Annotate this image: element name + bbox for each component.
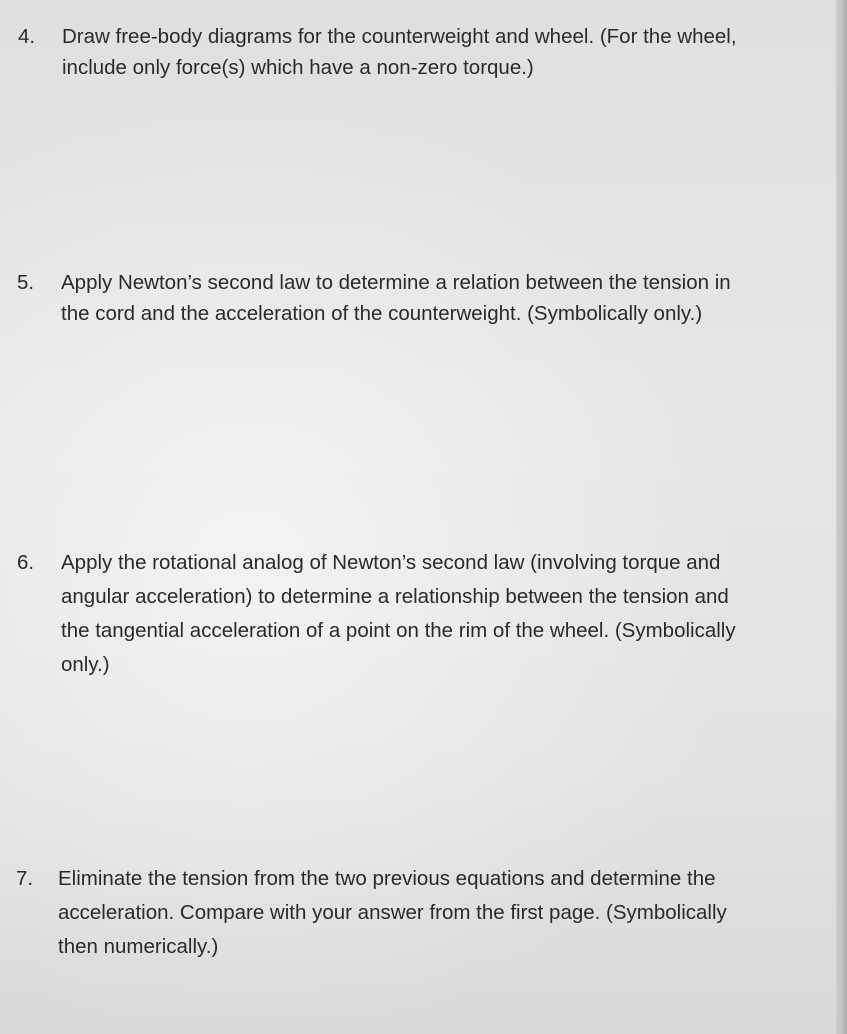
question-number: 7. bbox=[16, 867, 34, 890]
question-line: only.) bbox=[61, 653, 110, 676]
question-line: Draw free-body diagrams for the counterweight and wheel. (For the wheel, bbox=[62, 25, 737, 48]
question-text bbox=[61, 546, 736, 682]
question-text bbox=[62, 20, 737, 82]
question-line: include only force(s) which have a non-zero torque.) bbox=[62, 56, 534, 79]
question-number: 6. bbox=[17, 551, 35, 574]
question-text bbox=[58, 862, 727, 964]
question-line: Apply the rotational analog of Newton’s second law (involving torque and bbox=[61, 551, 721, 574]
page-edge-shadow bbox=[836, 0, 847, 1034]
question-text bbox=[61, 266, 731, 328]
question-line: Eliminate the tension from the two previous equations and determine the bbox=[58, 867, 716, 890]
question-line: the tangential acceleration of a point on the rim of the wheel. (Symbolically bbox=[61, 619, 736, 642]
question-number: 4. bbox=[18, 25, 36, 48]
question-line: the cord and the acceleration of the counterweight. (Symbolically only.) bbox=[61, 302, 703, 325]
question-line: angular acceleration) to determine a relationship between the tension and bbox=[61, 585, 729, 608]
question-line: acceleration. Compare with your answer from the first page. (Symbolically bbox=[58, 901, 727, 924]
question-line: Apply Newton’s second law to determine a relation between the tension in bbox=[61, 271, 731, 294]
question-number: 5. bbox=[17, 271, 35, 294]
question-line: then numerically.) bbox=[58, 935, 219, 958]
